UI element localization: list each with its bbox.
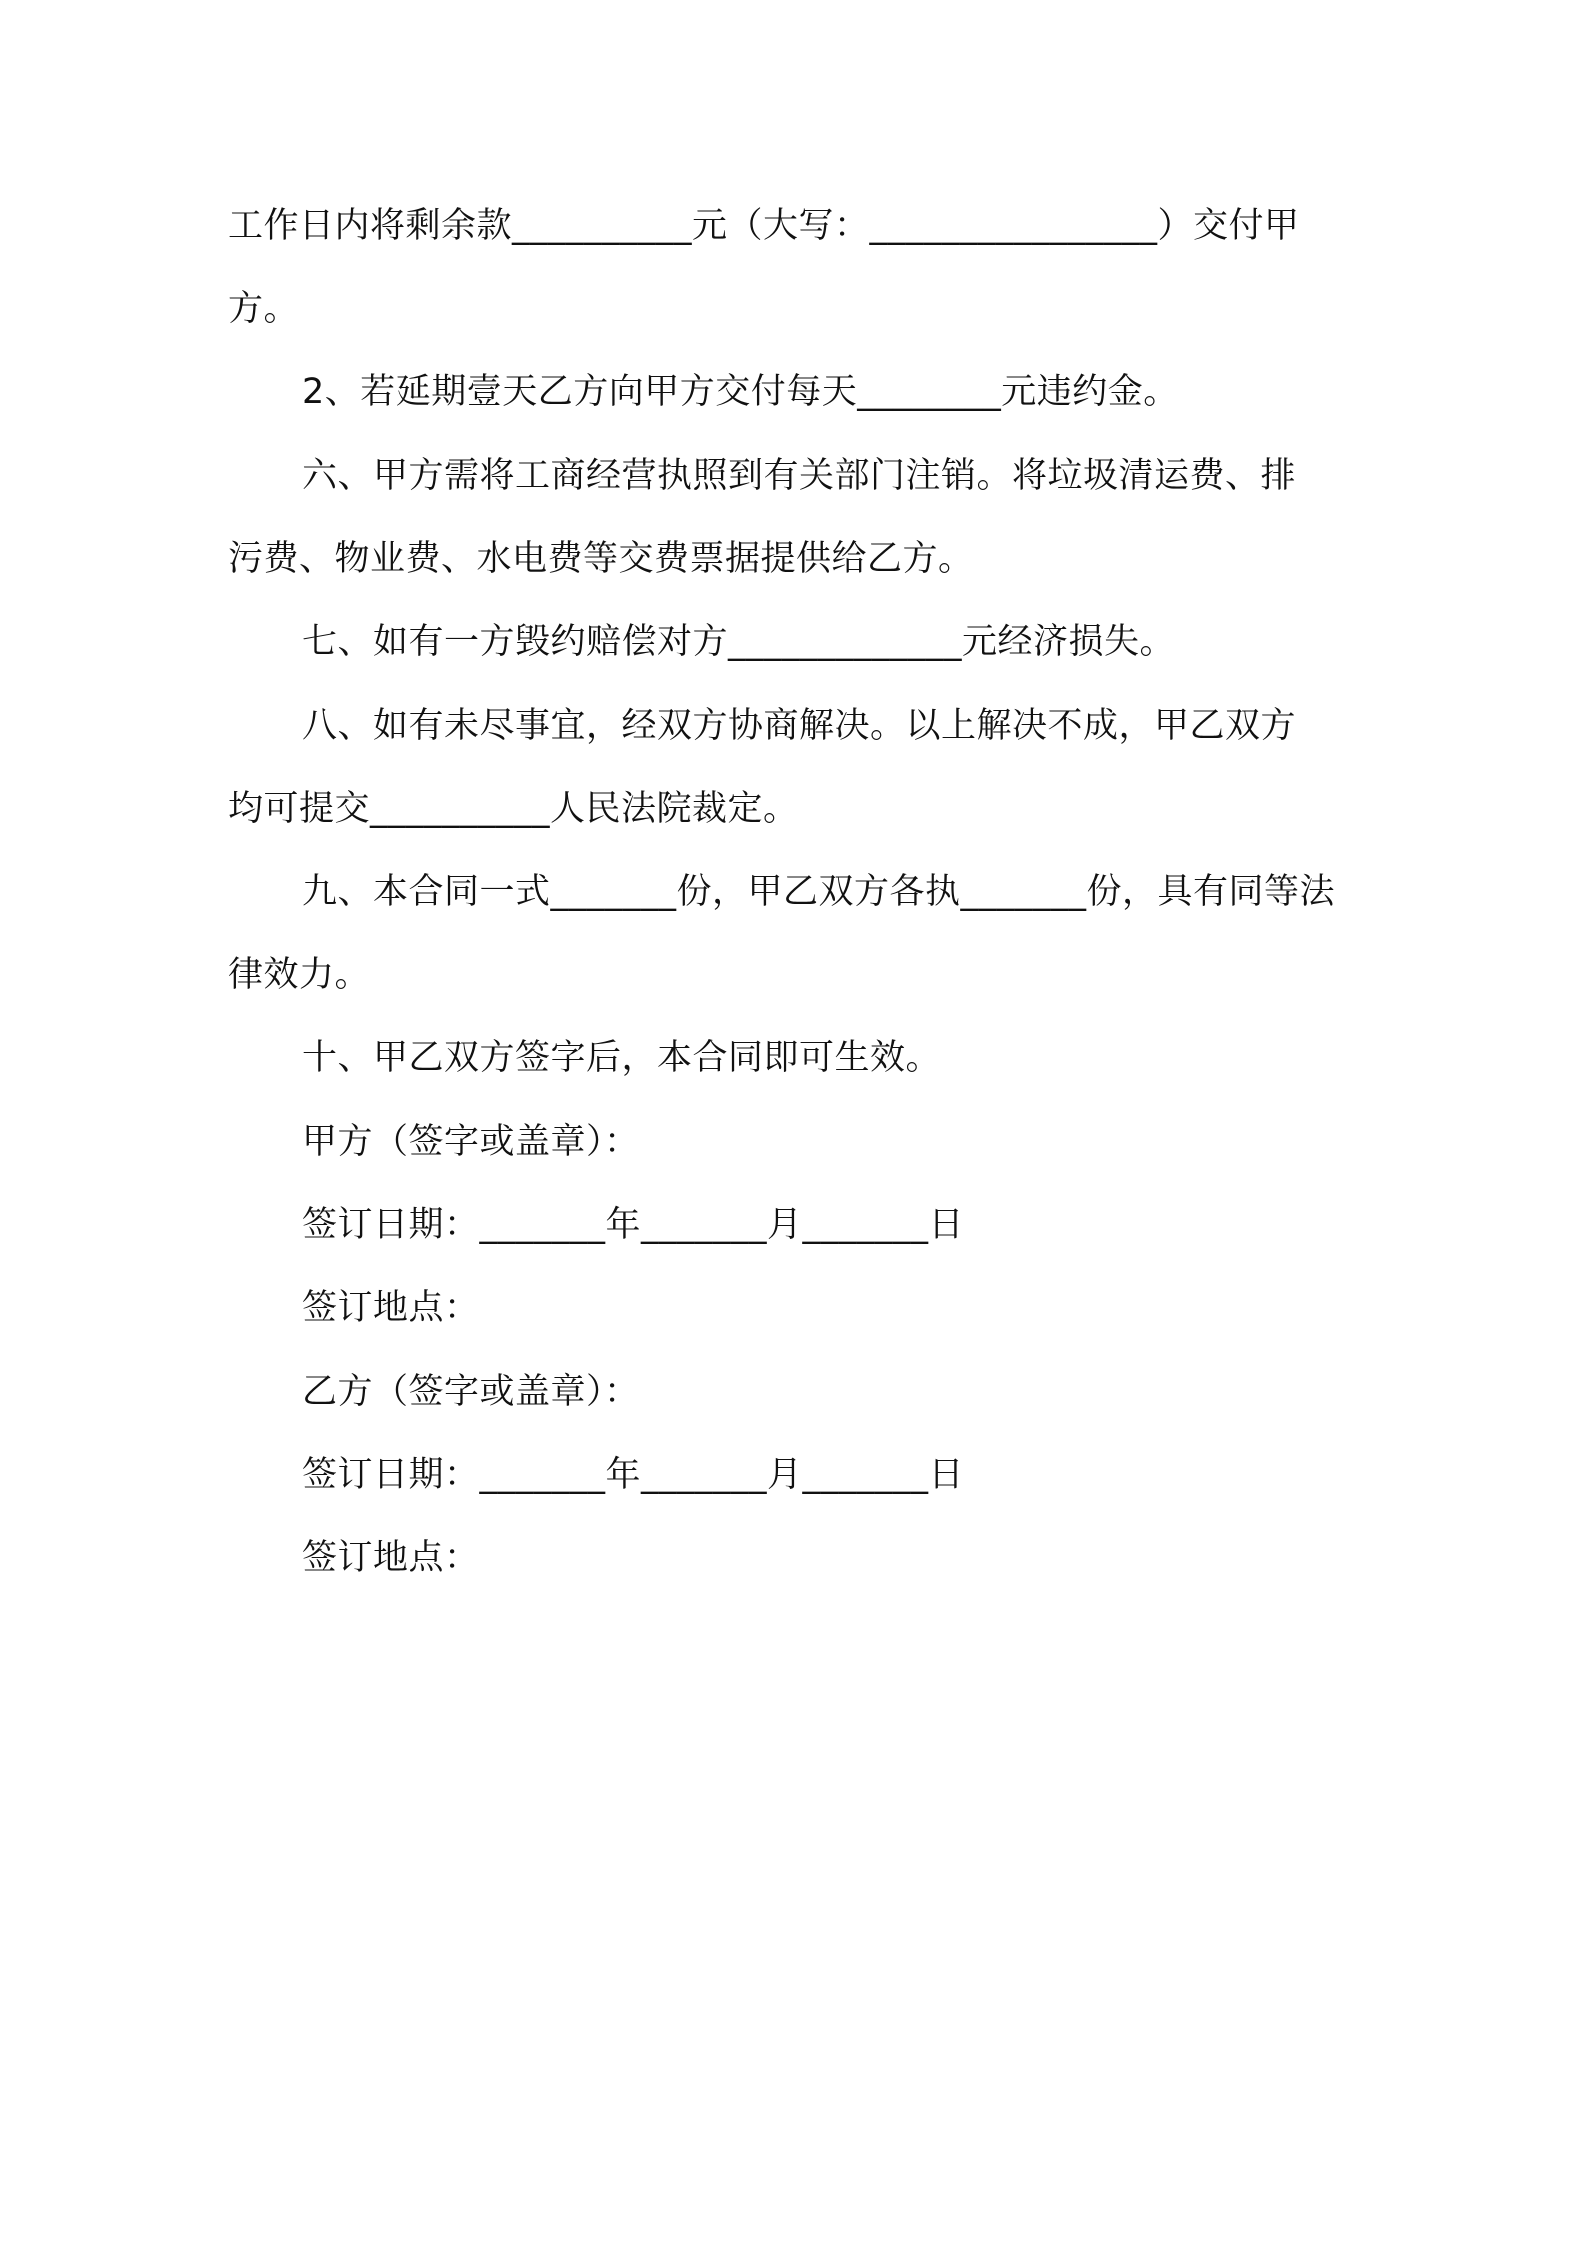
text-line-1: 工作日内将剩余款__________元（大写：________________）交付甲 bbox=[228, 206, 1300, 246]
text-line-4: 六、甲方需将工商经营执照到有关部门注销。将垃圾清运费、排 bbox=[302, 456, 1297, 496]
text-line-8: 均可提交__________人民法院裁定。 bbox=[228, 789, 799, 829]
text-line-11: 十、甲乙双方签字后，本合同即可生效。 bbox=[302, 1038, 942, 1078]
text-line-12: 甲方（签字或盖章）： bbox=[302, 1122, 640, 1162]
text-line-13: 签订日期：_______年_______月_______日 bbox=[302, 1205, 965, 1245]
text-line-10: 律效力。 bbox=[228, 955, 371, 995]
text-line-3: 2、若延期壹天乙方向甲方交付每天________元违约金。 bbox=[302, 372, 1179, 412]
text-line-7: 八、如有未尽事宜，经双方协商解决。以上解决不成，甲乙双方 bbox=[302, 706, 1297, 746]
text-line-5: 污费、物业费、水电费等交费票据提供给乙方。 bbox=[228, 539, 974, 579]
text-line-14: 签订地点： bbox=[302, 1288, 480, 1328]
text-line-16: 签订日期：_______年_______月_______日 bbox=[302, 1455, 965, 1495]
text-line-17: 签订地点： bbox=[302, 1538, 480, 1578]
text-line-9: 九、本合同一式_______份，甲乙双方各执_______份，具有同等法 bbox=[302, 872, 1336, 912]
text-line-6: 七、如有一方毁约赔偿对方_____________元经济损失。 bbox=[302, 622, 1176, 662]
text-line-2: 方。 bbox=[228, 289, 300, 329]
text-line-15: 乙方（签字或盖章）： bbox=[302, 1372, 640, 1412]
